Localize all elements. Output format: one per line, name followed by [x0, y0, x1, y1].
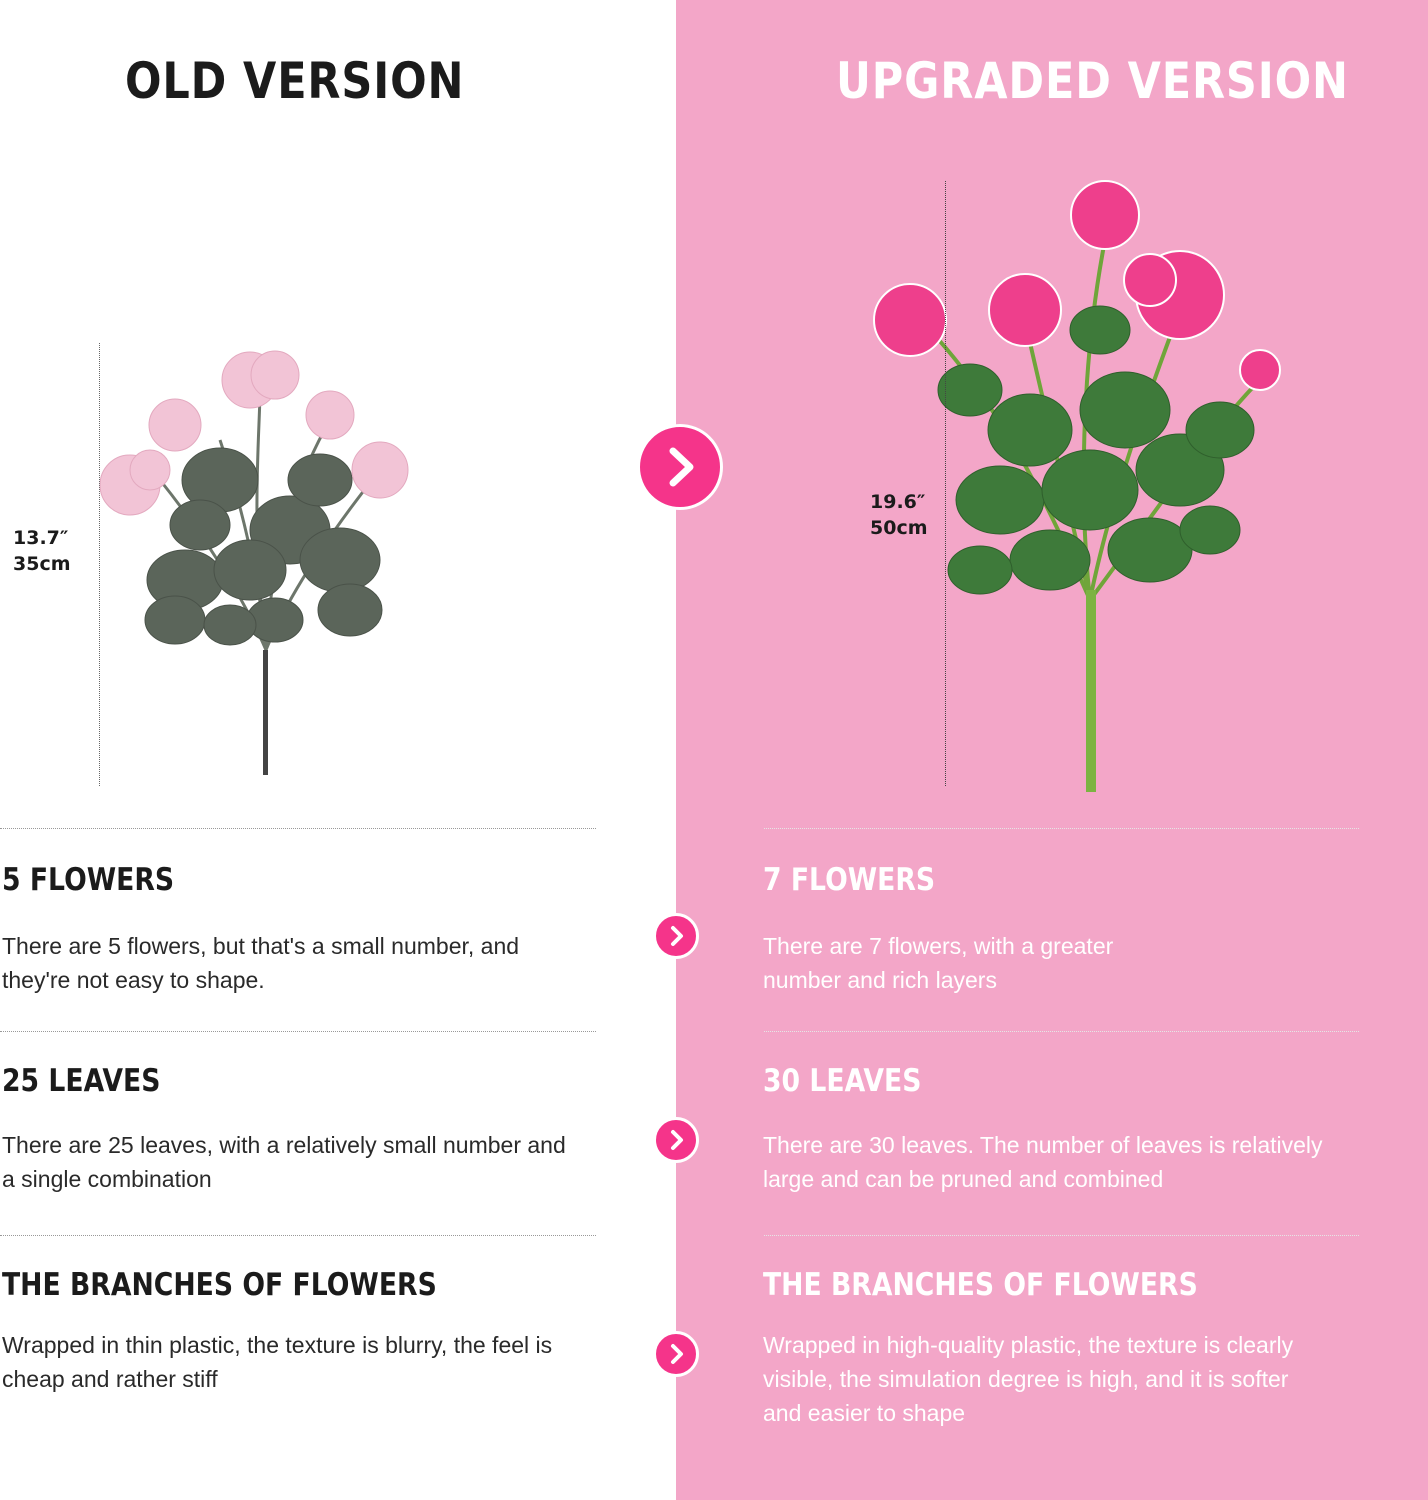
old-height-inches: 13.7″	[13, 527, 69, 549]
old-branches-title: THE BRANCHES OF FLOWERS	[2, 1267, 437, 1303]
compare-arrow-button	[637, 424, 723, 510]
branches-arrow	[653, 1331, 699, 1377]
old-flowers-title: 5 FLOWERS	[2, 862, 175, 898]
left-divider	[0, 828, 596, 829]
old-flowers-desc: There are 5 flowers, but that's a small number, and they're not easy to shape.	[2, 933, 520, 993]
upgraded-plant-image	[850, 170, 1300, 800]
upgraded-leaves-title: 30 LEAVES	[763, 1063, 922, 1099]
old-plant-image	[90, 330, 430, 800]
upgraded-flowers-title: 7 FLOWERS	[763, 862, 936, 898]
old-height-measure-line	[99, 343, 100, 786]
leaves-arrow	[653, 1117, 699, 1163]
right-divider	[764, 1235, 1359, 1236]
old-branches-desc: Wrapped in thin plastic, the texture is blurry, the feel is cheap and rather stiff	[2, 1332, 553, 1392]
flowers-arrow	[653, 913, 699, 959]
left-divider	[0, 1235, 596, 1236]
upgraded-height-inches: 19.6″	[870, 491, 926, 513]
chevron-right-icon	[640, 427, 720, 507]
upgraded-leaves-desc: There are 30 leaves. The number of leaves is relatively large and can be pruned and combined	[763, 1132, 1323, 1192]
upgraded-version-title: UPGRADED VERSION	[836, 52, 1349, 110]
right-divider	[764, 1031, 1359, 1032]
left-divider	[0, 1031, 596, 1032]
upgraded-height-measure-line	[945, 181, 946, 786]
right-divider	[764, 828, 1359, 829]
upgraded-branches-title: THE BRANCHES OF FLOWERS	[763, 1267, 1198, 1303]
chevron-right-icon	[656, 916, 696, 956]
upgraded-branches-desc: Wrapped in high-quality plastic, the texture is clearly visible, the simulation degree is high, and it is softer and easier to shape	[763, 1332, 1294, 1426]
upgraded-flowers-desc: There are 7 flowers, with a greater number and rich layers	[763, 933, 1114, 993]
old-height-label	[13, 525, 71, 577]
chevron-right-icon	[656, 1120, 696, 1160]
old-height-cm: 35cm	[13, 553, 71, 575]
upgraded-height-label	[870, 489, 928, 541]
chevron-right-icon	[656, 1334, 696, 1374]
old-leaves-desc: There are 25 leaves, with a relatively small number and a single combination	[2, 1132, 566, 1192]
upgraded-height-cm: 50cm	[870, 517, 928, 539]
old-version-title: OLD VERSION	[125, 52, 465, 110]
old-leaves-title: 25 LEAVES	[2, 1063, 161, 1099]
